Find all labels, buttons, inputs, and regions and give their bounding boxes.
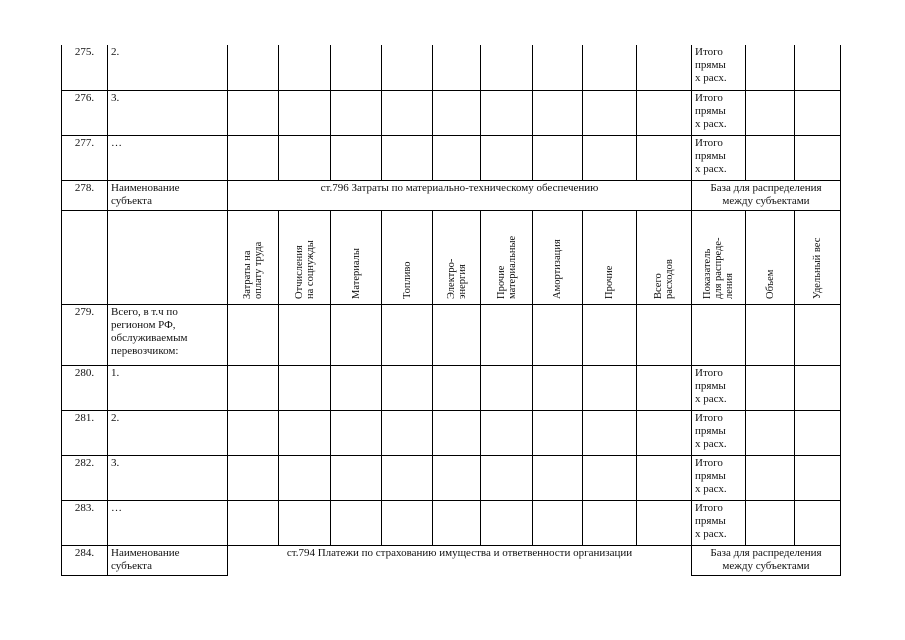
row-label: … [108, 135, 228, 180]
row-note: Итого прямы х расх. [692, 90, 746, 135]
row-label: 3. [108, 90, 228, 135]
table-row [62, 455, 841, 500]
column-header: Удельный вес [812, 237, 823, 299]
row-label: Наименование субъекта [108, 545, 228, 575]
base-title: База для распределения между субъектами [692, 180, 841, 210]
table-row [62, 410, 841, 455]
table-row [62, 45, 841, 90]
section-header-row [62, 180, 841, 210]
row-number: 284. [62, 545, 108, 575]
row-label: 2. [108, 410, 228, 455]
row-label: Наименование субъекта [108, 180, 228, 210]
table-row [62, 135, 841, 180]
row-note: Итого прямы х расх. [692, 410, 746, 455]
column-header: Электро- энергия [445, 258, 468, 299]
base-title: База для распределения между субъектами [692, 545, 841, 575]
row-label: … [108, 500, 228, 545]
row-number: 279. [62, 304, 108, 365]
row-note: Итого прямы х расх. [692, 500, 746, 545]
row-number: 280. [62, 365, 108, 410]
section-title: ст.796 Затраты по материально-техническому обеспечению [228, 180, 692, 210]
section-title: ст.794 Платежи по страхованию имущества и ответвенности организации [286, 546, 633, 559]
row-note: Итого прямы х расх. [692, 135, 746, 180]
row-number: 277. [62, 135, 108, 180]
section-header-row [62, 545, 841, 575]
row-note: Итого прямы х расх. [692, 45, 746, 90]
column-header: Амортизация [552, 238, 563, 299]
row-label: 2. [108, 45, 228, 90]
column-header: Отчисления на соцнужды [293, 239, 316, 299]
column-header: Прочие материальные [495, 235, 518, 299]
column-header: Топливо [401, 261, 413, 299]
row-number: 275. [62, 45, 108, 90]
column-header: Материалы [350, 247, 362, 299]
column-header: Всего расходов [653, 258, 675, 299]
row-label: 3. [108, 455, 228, 500]
row-number: 283. [62, 500, 108, 545]
table-row [62, 500, 841, 545]
table-row [62, 90, 841, 135]
row-note: Итого прямы х расх. [692, 455, 746, 500]
table-row [62, 365, 841, 410]
row-number: 278. [62, 180, 108, 210]
row-number: 281. [62, 410, 108, 455]
column-header: Показатель для распреде- ления [702, 237, 735, 299]
column-header: Объем [764, 269, 776, 299]
row-label: 1. [108, 365, 228, 410]
row-number: 276. [62, 90, 108, 135]
table-row [62, 304, 841, 365]
row-label: Всего, в т.ч по регионом РФ, обслуживаемым перевозчиком: [108, 304, 228, 365]
column-header: Затраты на оплату труда [242, 241, 264, 299]
column-header: Прочие [604, 265, 615, 299]
row-number: 282. [62, 455, 108, 500]
row-note: Итого прямы х расх. [692, 365, 746, 410]
cost-distribution-table [61, 45, 841, 576]
column-header-row [62, 210, 841, 304]
